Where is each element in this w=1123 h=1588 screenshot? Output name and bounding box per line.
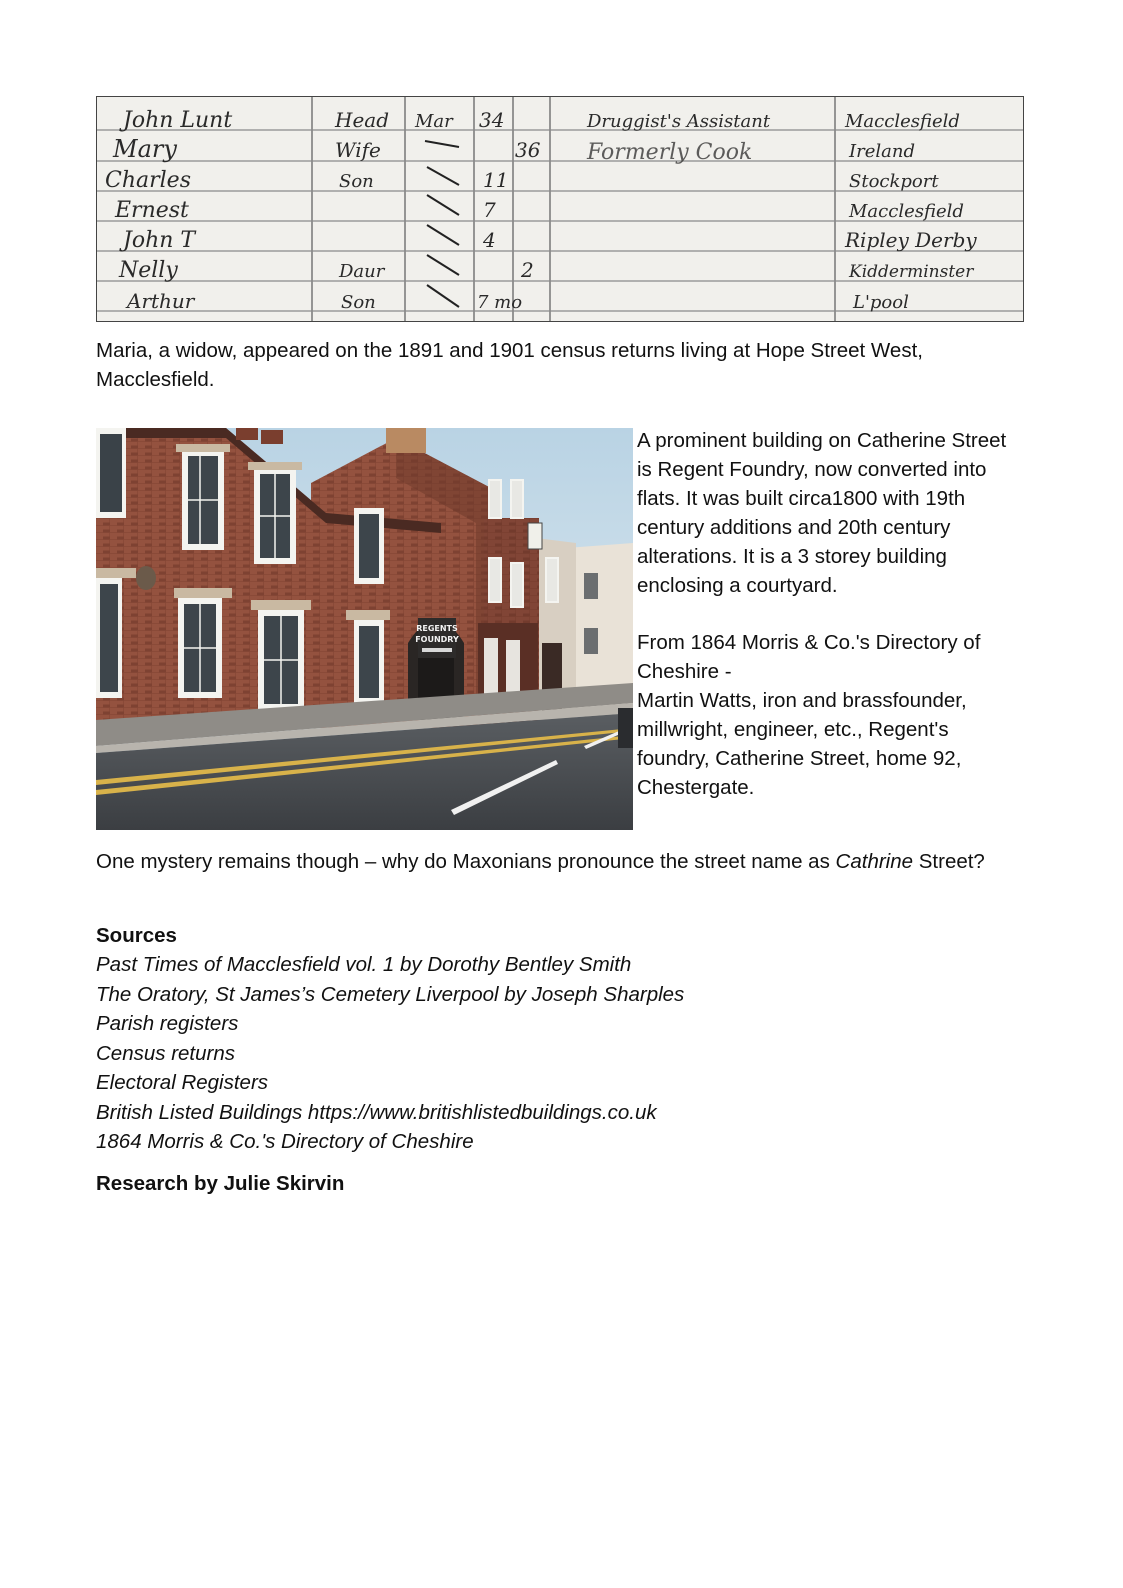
census-age-male: 7 mo (477, 292, 523, 313)
mystery-italic-word: Cathrine (835, 850, 914, 873)
sources-heading: Sources (96, 924, 177, 947)
census-age-male: 11 (483, 168, 509, 192)
census-relation: Wife (335, 138, 381, 162)
directory-heading: From 1864 Morris & Co.'s Directory of Cheshire - (637, 631, 981, 683)
sources-list (96, 950, 996, 1157)
source-item: Past Times of Macclesfield vol. 1 by Dorothy Bentley Smith (96, 953, 632, 976)
paragraph-mystery (96, 847, 1026, 876)
regent-foundry-photo (96, 428, 633, 830)
census-age-male: 4 (483, 228, 496, 252)
mystery-text-end: Street? (913, 850, 985, 873)
census-birthplace: Ripley Derby (845, 228, 977, 252)
paragraph-maria: Maria, a widow, appeared on the 1891 and 1901 census returns living at Hope Street West, Macclesfield. (96, 339, 923, 391)
census-relation: Daur (339, 261, 385, 282)
source-item: Parish registers (96, 1012, 239, 1035)
census-birthplace: L'pool (853, 292, 909, 313)
source-item: British Listed Buildings https://www.britishlistedbuildings.co.uk (96, 1100, 657, 1124)
census-occupation: Formerly Cook (587, 140, 753, 165)
paragraph-foundry: A prominent building on Catherine Street is Regent Foundry, now converted into flats. It was built circa1800 with 19th century additions and 20th century alterations. It is a 3 storey building enclosing a courtyard. (637, 429, 1007, 597)
census-name: Mary (113, 135, 177, 163)
census-birthplace: Macclesfield (849, 201, 964, 222)
foundry-sign-line1: REGENTS (416, 624, 458, 633)
census-relation: Head (335, 108, 390, 132)
census-extract-image (96, 96, 1024, 322)
census-birthplace: Kidderminster (849, 262, 974, 282)
research-credit: Research by Julie Skirvin (96, 1172, 345, 1195)
census-birthplace: Macclesfield (845, 111, 960, 132)
directory-entry: Martin Watts, iron and brassfounder, millwright, engineer, etc., Regent's foundry, Catherine Street, home 92, Chestergate. (637, 689, 967, 799)
source-item: 1864 Morris & Co.'s Directory of Cheshire (96, 1130, 474, 1153)
census-status: Mar (415, 111, 453, 132)
census-age-female: 36 (515, 138, 541, 162)
census-occupation: Druggist's Assistant (587, 111, 771, 132)
census-birthplace: Stockport (849, 171, 939, 192)
census-name: Ernest (115, 198, 189, 223)
source-item: Electoral Registers (96, 1071, 269, 1094)
mystery-text: One mystery remains though – why do Maxonians pronounce the street name as (96, 850, 836, 873)
census-name: John Lunt (123, 108, 233, 133)
census-name: Charles (105, 168, 191, 193)
census-age-female: 2 (521, 258, 534, 282)
census-name: John T (123, 228, 196, 253)
census-birthplace: Ireland (849, 141, 915, 162)
source-item: The Oratory, St James’s Cemetery Liverpool by Joseph Sharples (96, 982, 685, 1006)
census-age-male: 34 (479, 108, 505, 132)
source-item: Census returns (96, 1041, 236, 1065)
census-relation: Son (339, 171, 374, 192)
census-name: Arthur (127, 289, 195, 313)
foundry-sign-line2: FOUNDRY (415, 635, 459, 644)
census-name: Nelly (119, 258, 178, 283)
census-age-male: 7 (483, 198, 496, 222)
census-relation: Son (341, 292, 376, 313)
